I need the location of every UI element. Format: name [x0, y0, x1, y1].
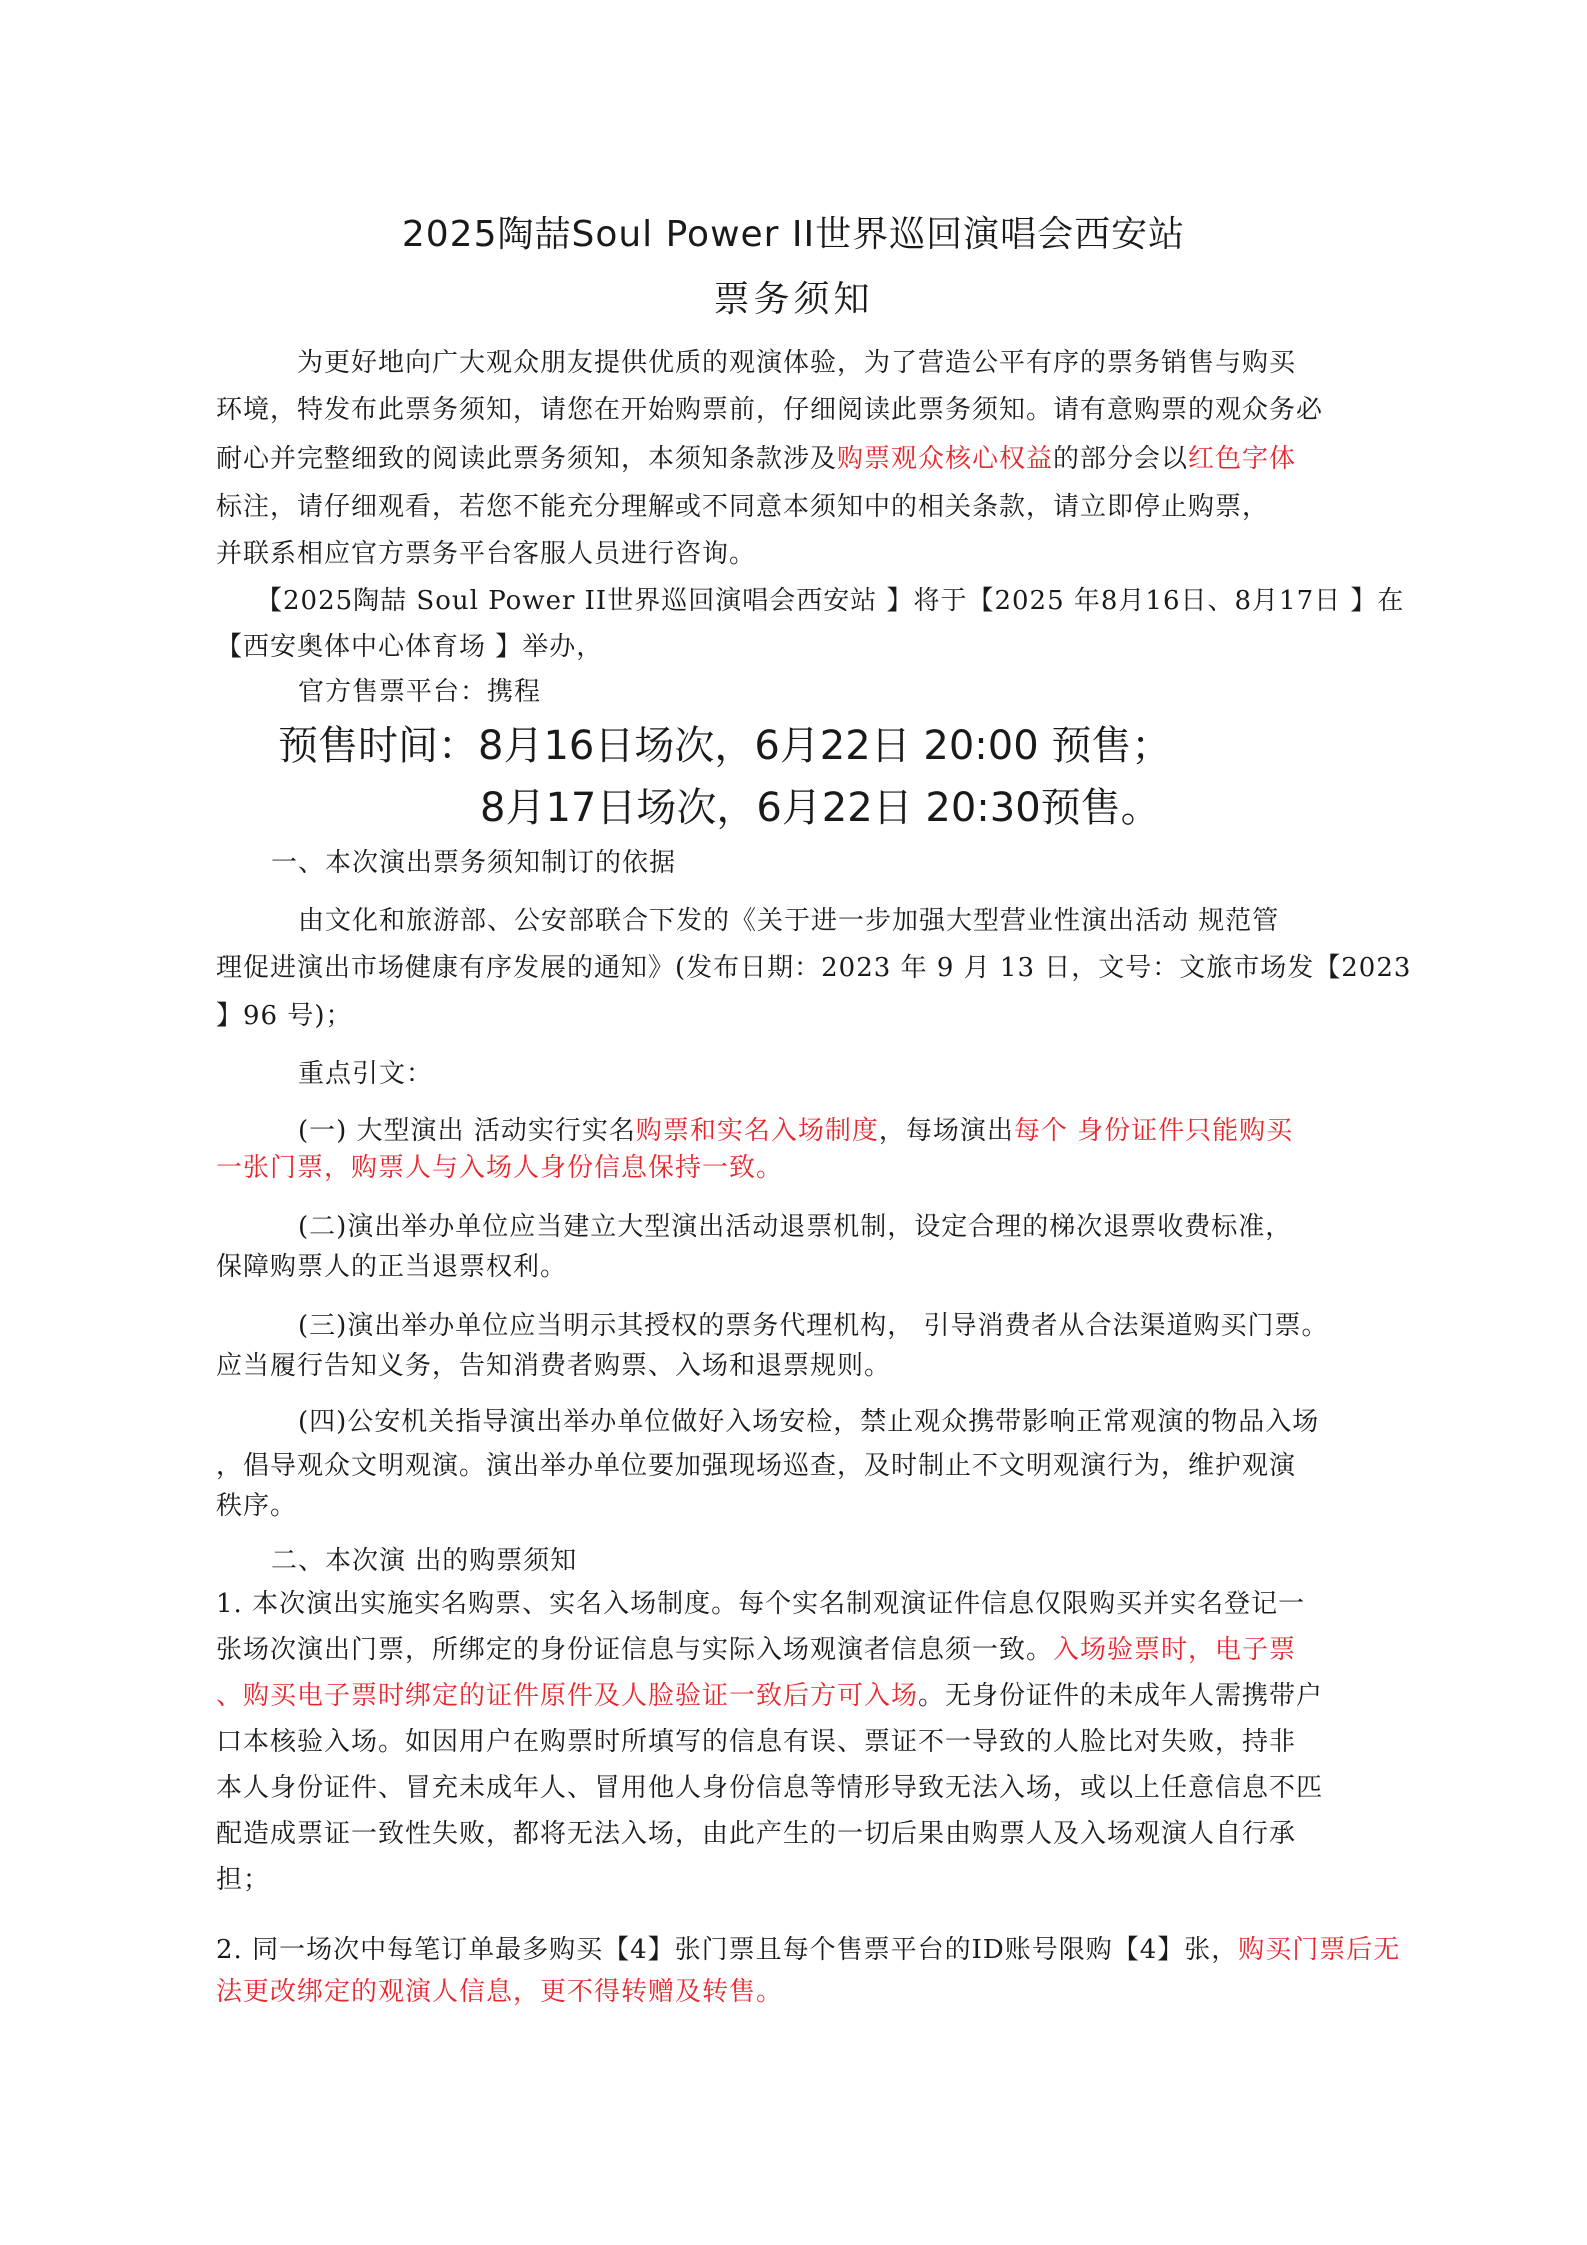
document-subtitle: 票务须知	[713, 279, 874, 320]
item-1-line-5: 本人身份证件、冒充未成年人、冒用他人身份信息等情形导致无法入场，或以上任意信息不匹	[216, 1773, 1324, 1803]
official-platform: 官方售票平台：携程	[298, 677, 542, 707]
intro-line-3	[216, 443, 1296, 475]
intro-line-5: 并联系相应官方票务平台客服人员进行咨询。	[216, 539, 757, 569]
item-text: 。无身份证件的未成年人需携带户	[918, 1681, 1324, 1711]
quote-label: 重点引文：	[298, 1059, 434, 1089]
presale-time-2: 8月17日场次，6月22日 20:30预售。	[480, 785, 1161, 831]
item-text: 张场次演出门票，所绑定的身份证信息与实际入场观演者信息须一致。	[216, 1635, 1054, 1665]
quote-4-line-3: 秩序。	[216, 1491, 298, 1521]
intro-line-1: 为更好地向广大观众朋友提供优质的观演体验，为了营造公平有序的票务销售与购买	[297, 348, 1297, 378]
item-text: 2. 同一场次中每笔订单最多购买【4】张门票且每个售票平台的ID账号限购【4】张，	[216, 1935, 1239, 1965]
highlight-id-verify: 、购买电子票时绑定的证件原件及人脸验证一致后方可入场	[216, 1681, 919, 1711]
intro-text: 耐心并完整细致的阅读此票务须知，本须知条款涉及	[216, 444, 838, 474]
item-1-line-3	[216, 1680, 1323, 1712]
item-2-line-1	[216, 1934, 1400, 1966]
quote-3-line-1: (三)演出举办单位应当明示其授权的票务代理机构， 引导消费者从合法渠道购买门票。	[298, 1311, 1329, 1341]
highlight-entry-check: 入场验票时，电子票	[1053, 1635, 1297, 1665]
item-1-line-1: 1. 本次演出实施实名购票、实名入场制度。每个实名制观演证件信息仅限购买并实名登记一	[216, 1589, 1306, 1619]
item-1-line-2	[216, 1634, 1296, 1666]
quote-4-line-1: (四)公安机关指导演出举办单位做好入场安检，禁止观众携带影响正常观演的物品入场	[298, 1407, 1320, 1437]
highlight-red-font: 红色字体	[1188, 444, 1297, 474]
item-1-line-4: 口本核验入场。如因用户在购票时所填写的信息有误、票证不一导致的人脸比对失败，持非	[216, 1727, 1297, 1757]
highlight-core-rights: 购票观众核心权益	[837, 444, 1054, 474]
highlight-no-change: 购买门票后无	[1238, 1935, 1401, 1965]
quote-1-line-2: 一张门票，购票人与入场人身份信息保持一致。	[216, 1153, 784, 1183]
document-title: 2025陶喆Soul Power II世界巡回演唱会西安站	[401, 214, 1186, 255]
section-1-para-1: 由文化和旅游部、公安部联合下发的《关于进一步加强大型营业性演出活动 规范管	[298, 906, 1280, 936]
quote-text: ，每场演出	[878, 1116, 1014, 1146]
event-line-2: 【西安奥体中心体育场 】举办，	[216, 632, 604, 662]
item-1-line-6: 配造成票证一致性失败，都将无法入场，由此产生的一切后果由购票人及入场观演人自行承	[216, 1819, 1297, 1849]
presale-time-1: 预售时间：8月16日场次，6月22日 20:00 预售；	[278, 723, 1172, 769]
quote-4-line-2: ，倡导观众文明观演。演出举办单位要加强现场巡查，及时制止不文明观演行为，维护观演	[216, 1451, 1297, 1481]
section-1-para-3: 】96 号)；	[216, 1001, 353, 1031]
quote-3-line-2: 应当履行告知义务，告知消费者购票、入场和退票规则。	[216, 1351, 892, 1381]
section-1-para-2: 理促进演出市场健康有序发展的通知》(发布日期：2023 年 9 月 13 日，文号：文旅市场发【2023	[216, 953, 1412, 983]
section-1-heading: 一、本次演出票务须知制订的依据	[271, 848, 677, 878]
quote-2-line-2: 保障购票人的正当退票权利。	[216, 1252, 568, 1282]
highlight-one-ticket: 每个 身份证件只能购买	[1013, 1116, 1294, 1146]
highlight-realname: 购票和实名入场制度	[635, 1116, 879, 1146]
event-line-1: 【2025陶喆 Soul Power II世界巡回演唱会西安站 】将于【2025 年8月16日、8月17日 】在	[256, 586, 1405, 616]
item-1-line-7: 担；	[216, 1865, 271, 1895]
quote-1-line-1	[298, 1115, 1293, 1147]
section-2-heading: 二、本次演 出的购票须知	[271, 1546, 578, 1576]
intro-text: 的部分会以	[1053, 444, 1189, 474]
intro-line-2: 环境，特发布此票务须知，请您在开始购票前，仔细阅读此票务须知。请有意购票的观众务必	[216, 395, 1324, 425]
quote-2-line-1: (二)演出举办单位应当建立大型演出活动退票机制，设定合理的梯次退票收费标准，	[298, 1212, 1293, 1242]
intro-line-4: 标注，请仔细观看，若您不能充分理解或不同意本须知中的相关条款，请立即停止购票，	[216, 492, 1270, 522]
quote-text: (一) 大型演出 活动实行实名	[298, 1116, 636, 1146]
item-2-line-2: 法更改绑定的观演人信息，更不得转赠及转售。	[216, 1977, 784, 2007]
